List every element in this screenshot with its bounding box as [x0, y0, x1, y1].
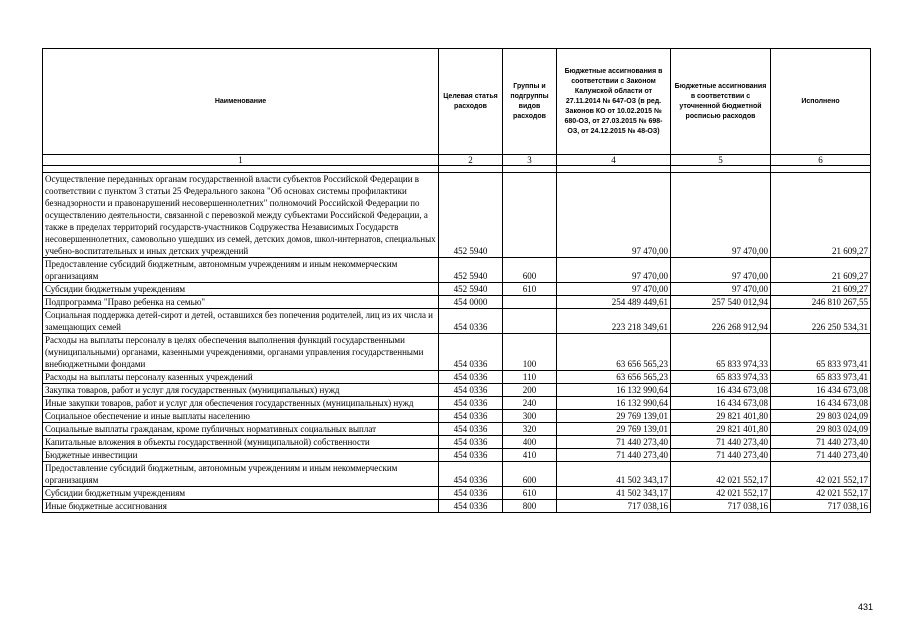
- row-refined-allocation: 97 470,00: [671, 173, 771, 258]
- row-expense-group: [503, 309, 557, 334]
- table-body: [43, 166, 871, 513]
- row-law-allocation: 223 218 349,61: [557, 309, 671, 334]
- row-refined-allocation: 71 440 273,40: [671, 449, 771, 462]
- row-law-allocation: 41 502 343,17: [557, 487, 671, 500]
- row-refined-allocation: 29 821 401,80: [671, 423, 771, 436]
- row-target-article: 454 0000: [439, 296, 503, 309]
- row-expense-group: 600: [503, 258, 557, 283]
- row-expense-group: 320: [503, 423, 557, 436]
- row-name: Расходы на выплаты персоналу казенных учреждений: [43, 371, 439, 384]
- row-name: Предоставление субсидий бюджетным, автономным учреждениям и иным некоммерческим организациям: [43, 258, 439, 283]
- row-target-article: 454 0336: [439, 334, 503, 371]
- row-expense-group: 800: [503, 500, 557, 513]
- row-law-allocation: 97 470,00: [557, 283, 671, 296]
- row-executed: 16 434 673,08: [771, 384, 871, 397]
- row-target-article: 452 5940: [439, 173, 503, 258]
- row-law-allocation: 16 132 990,64: [557, 384, 671, 397]
- row-target-article: 454 0336: [439, 500, 503, 513]
- row-executed: 29 803 024,09: [771, 423, 871, 436]
- table-row: [43, 410, 871, 423]
- table-row: [43, 449, 871, 462]
- table-row: [43, 487, 871, 500]
- row-target-article: 454 0336: [439, 309, 503, 334]
- row-target-article: 454 0336: [439, 449, 503, 462]
- row-expense-group: 610: [503, 487, 557, 500]
- row-refined-allocation: 65 833 974,33: [671, 334, 771, 371]
- row-executed: 65 833 973,41: [771, 334, 871, 371]
- table-row: [43, 500, 871, 513]
- row-target-article: 454 0336: [439, 423, 503, 436]
- row-expense-group: [503, 173, 557, 258]
- row-target-article: 454 0336: [439, 487, 503, 500]
- table-row: [43, 462, 871, 487]
- row-name: Подпрограмма "Право ребенка на семью": [43, 296, 439, 309]
- column-number: 5: [671, 155, 771, 166]
- row-refined-allocation: 97 470,00: [671, 258, 771, 283]
- row-executed: 71 440 273,40: [771, 436, 871, 449]
- table-row: [43, 397, 871, 410]
- row-executed: 29 803 024,09: [771, 410, 871, 423]
- row-target-article: 454 0336: [439, 384, 503, 397]
- header-target-article: Целевая статья расходов: [439, 49, 503, 155]
- table-row: [43, 296, 871, 309]
- column-number: 6: [771, 155, 871, 166]
- row-name: Капитальные вложения в объекты государственной (муниципальной) собственности: [43, 436, 439, 449]
- row-executed: 246 810 267,55: [771, 296, 871, 309]
- row-refined-allocation: 71 440 273,40: [671, 436, 771, 449]
- row-expense-group: 410: [503, 449, 557, 462]
- row-name: Осуществление переданных органам государственной власти субъектов Российской Федерации в соответствии с пунктом 3 статьи 25 Федерального закона "Об основах системы профилактики безнадзорности и правонарушений несовершеннолетних" полномочий Российской Федерации по осуществлению деятельности, связанной с перевозкой между субъектами Российской Федерации, а также в пределах территорий государств-участников Содружества Независимых Государств несовершеннолетних, самовольно ушедших из семей, детских домов, школ-интернатов, специальных учебно-воспитательных и иных детских учреждений: [43, 173, 439, 258]
- row-refined-allocation: 257 540 012,94: [671, 296, 771, 309]
- column-number: 2: [439, 155, 503, 166]
- row-target-article: 452 5940: [439, 258, 503, 283]
- row-target-article: 452 5940: [439, 283, 503, 296]
- row-name: Расходы на выплаты персоналу в целях обеспечения выполнения функций государственными (муниципальными) органами, казенными учреждениями, органами управления государственными внебюджетными фондами: [43, 334, 439, 371]
- row-executed: 21 609,27: [771, 258, 871, 283]
- row-law-allocation: 16 132 990,64: [557, 397, 671, 410]
- row-expense-group: [503, 166, 557, 173]
- row-expense-group: [503, 296, 557, 309]
- row-law-allocation: 63 656 565,23: [557, 371, 671, 384]
- row-executed: 71 440 273,40: [771, 449, 871, 462]
- row-expense-group: 300: [503, 410, 557, 423]
- row-name: Социальная поддержка детей-сирот и детей, оставшихся без попечения родителей, лиц из их числа и замещающих семей: [43, 309, 439, 334]
- row-law-allocation: 97 470,00: [557, 258, 671, 283]
- row-name: Социальное обеспечение и иные выплаты населению: [43, 410, 439, 423]
- row-law-allocation: 71 440 273,40: [557, 436, 671, 449]
- row-law-allocation: 63 656 565,23: [557, 334, 671, 371]
- row-executed: 65 833 973,41: [771, 371, 871, 384]
- row-law-allocation: 717 038,16: [557, 500, 671, 513]
- header-expense-groups: Группы и подгруппы видов расходов: [503, 49, 557, 155]
- row-executed: 717 038,16: [771, 500, 871, 513]
- row-name: Иные бюджетные ассигнования: [43, 500, 439, 513]
- row-expense-group: 400: [503, 436, 557, 449]
- column-number: 4: [557, 155, 671, 166]
- column-number: 1: [43, 155, 439, 166]
- row-law-allocation: 71 440 273,40: [557, 449, 671, 462]
- row-target-article: 454 0336: [439, 410, 503, 423]
- row-target-article: 454 0336: [439, 397, 503, 410]
- row-executed: 42 021 552,17: [771, 462, 871, 487]
- row-name: Предоставление субсидий бюджетным, автономным учреждениям и иным некоммерческим организациям: [43, 462, 439, 487]
- row-refined-allocation: 16 434 673,08: [671, 384, 771, 397]
- row-name: Бюджетные инвестиции: [43, 449, 439, 462]
- row-refined-allocation: [671, 166, 771, 173]
- header-executed: Исполнено: [771, 49, 871, 155]
- table-row: [43, 371, 871, 384]
- row-refined-allocation: 42 021 552,17: [671, 462, 771, 487]
- table-row: [43, 384, 871, 397]
- row-refined-allocation: 97 470,00: [671, 283, 771, 296]
- table-row: [43, 309, 871, 334]
- row-expense-group: 110: [503, 371, 557, 384]
- row-name: [43, 166, 439, 173]
- column-number: 3: [503, 155, 557, 166]
- row-executed: 21 609,27: [771, 283, 871, 296]
- row-executed: 16 434 673,08: [771, 397, 871, 410]
- row-law-allocation: 41 502 343,17: [557, 462, 671, 487]
- row-name: Субсидии бюджетным учреждениям: [43, 283, 439, 296]
- table-row: [43, 436, 871, 449]
- page-number: 431: [857, 602, 873, 612]
- table-header-row: [43, 49, 871, 155]
- row-executed: 21 609,27: [771, 173, 871, 258]
- table-row: [43, 173, 871, 258]
- row-expense-group: 200: [503, 384, 557, 397]
- row-executed: 226 250 534,31: [771, 309, 871, 334]
- row-law-allocation: 29 769 139,01: [557, 410, 671, 423]
- row-refined-allocation: 16 434 673,08: [671, 397, 771, 410]
- row-target-article: [439, 166, 503, 173]
- row-target-article: 454 0336: [439, 436, 503, 449]
- row-law-allocation: [557, 166, 671, 173]
- row-refined-allocation: 65 833 974,33: [671, 371, 771, 384]
- header-refined-allocations: Бюджетные ассигнования в соответствии с уточненной бюджетной росписью расходов: [671, 49, 771, 155]
- column-number-row: [43, 155, 871, 166]
- row-law-allocation: 254 489 449,61: [557, 296, 671, 309]
- row-refined-allocation: 226 268 912,94: [671, 309, 771, 334]
- row-law-allocation: 29 769 139,01: [557, 423, 671, 436]
- budget-table: [42, 48, 871, 513]
- row-executed: 42 021 552,17: [771, 487, 871, 500]
- table-row: [43, 423, 871, 436]
- row-refined-allocation: 42 021 552,17: [671, 487, 771, 500]
- row-law-allocation: 97 470,00: [557, 173, 671, 258]
- row-expense-group: 600: [503, 462, 557, 487]
- row-name: Иные закупки товаров, работ и услуг для обеспечения государственных (муниципальных) нужд: [43, 397, 439, 410]
- table-row: [43, 334, 871, 371]
- table-row: [43, 258, 871, 283]
- row-refined-allocation: 29 821 401,80: [671, 410, 771, 423]
- row-name: Закупка товаров, работ и услуг для государственных (муниципальных) нужд: [43, 384, 439, 397]
- header-law-allocations: Бюджетные ассигнования в соответствии с Законом Калужской области от 27.11.2014 № 647-ОЗ (в ред. Законов КО от 10.02.2015 № 680-ОЗ, от 27.03.2015 № 698-ОЗ, от 24.12.2015 № 48-ОЗ): [557, 49, 671, 155]
- row-target-article: 454 0336: [439, 462, 503, 487]
- table-row: [43, 283, 871, 296]
- row-expense-group: 240: [503, 397, 557, 410]
- row-name: Субсидии бюджетным учреждениям: [43, 487, 439, 500]
- row-target-article: 454 0336: [439, 371, 503, 384]
- row-refined-allocation: 717 038,16: [671, 500, 771, 513]
- header-name: Наименование: [43, 49, 439, 155]
- row-expense-group: 100: [503, 334, 557, 371]
- row-name: Социальные выплаты гражданам, кроме публичных нормативных социальных выплат: [43, 423, 439, 436]
- row-expense-group: 610: [503, 283, 557, 296]
- row-executed: [771, 166, 871, 173]
- table-row: [43, 166, 871, 173]
